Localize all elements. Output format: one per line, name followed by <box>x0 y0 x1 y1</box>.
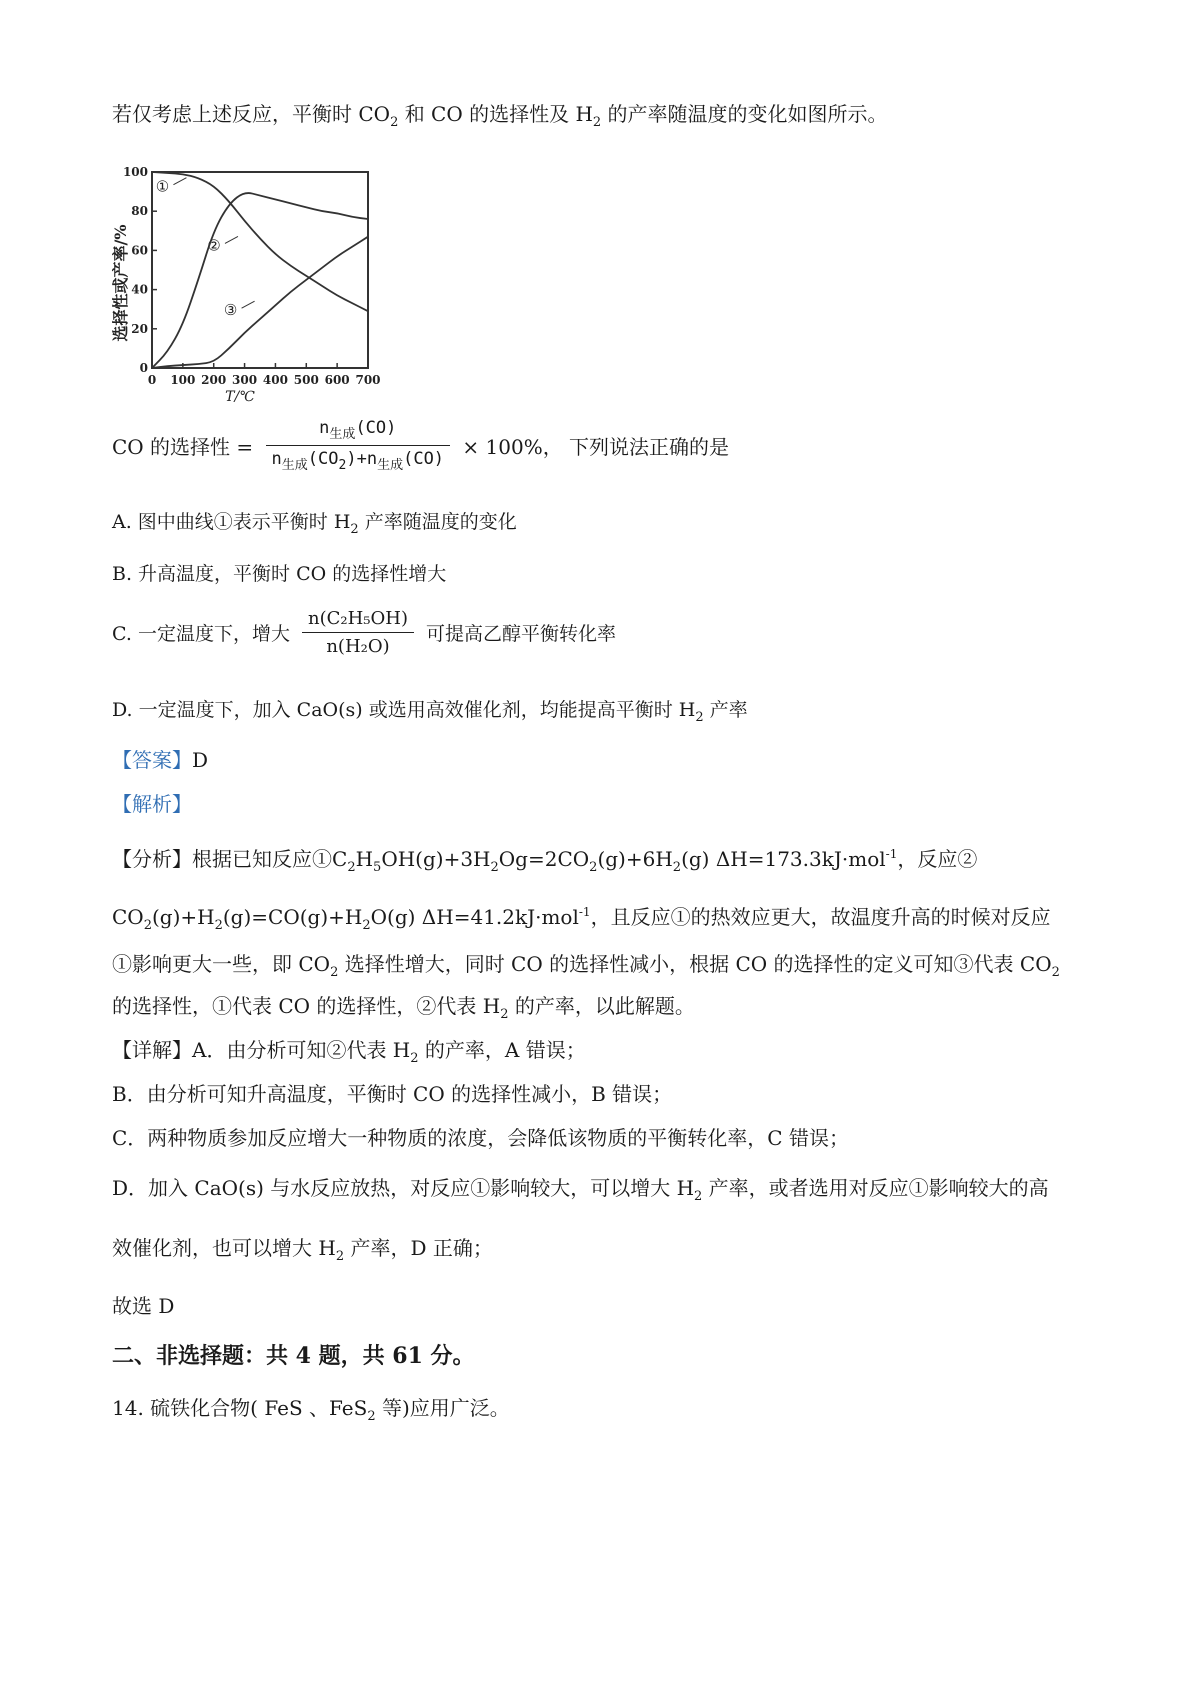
answer-line: 【答案】D <box>112 748 209 772</box>
x-tick-label: 0 <box>147 373 157 387</box>
x-tick-label: 400 <box>262 373 288 387</box>
detail-line-c: C．两种物质参加反应增大一种物质的浓度，会降低该物质的平衡转化率，C 错误； <box>112 1126 849 1150</box>
section-heading: 二、非选择题：共 4 题，共 61 分。 <box>112 1343 475 1369</box>
detail-line-e: 效催化剂，也可以增大 $H_2$ 产率，D 正确； <box>112 1236 493 1264</box>
y-tick-label: 60 <box>131 243 148 258</box>
x-axis-label: T/℃ <box>225 389 255 405</box>
x-tick-label: 500 <box>293 373 319 387</box>
co-selectivity-formula: CO 的选择性 = $\frac{n_{生成}(CO)}{n_{生成}(CO_2)+n_{生成}(CO)}$ × 100%， 下列说法正确的是 <box>112 418 730 473</box>
question-14: 14. 硫铁化合物( FeS 、FeS$_2$ 等)应用广泛。 <box>112 1396 510 1424</box>
analysis-label: 【解析】 <box>112 792 192 816</box>
x-tick-label: 600 <box>324 373 350 387</box>
x-tick-label: 700 <box>355 373 381 387</box>
x-tick-label: 300 <box>232 373 258 387</box>
y-tick-label: 100 <box>122 165 148 179</box>
analysis-line-4: 的选择性，①代表 CO 的选择性，②代表 $H_2$ 的产率，以此解题。 <box>112 994 695 1022</box>
detail-line-b: B．由分析可知升高温度，平衡时 CO 的选择性减小，B 错误； <box>112 1082 673 1106</box>
intro-text: 若仅考虑上述反应，平衡时 $CO_2$ 和 CO 的选择性及 $H_2$ 的产率随温度的变化如图所示。 <box>112 102 888 130</box>
series-label-leader <box>173 178 186 185</box>
series-label-leader <box>225 236 238 243</box>
series-curve-2 <box>152 193 368 368</box>
series-label-1: ① <box>155 177 170 196</box>
y-tick-label: 40 <box>131 282 148 297</box>
option-d: D. 一定温度下，加入 CaO(s) 或选用高效催化剂，均能提高平衡时 $H_2$ 产率 <box>112 699 748 725</box>
option-c: C. 一定温度下，增大 $\frac{\text{n(C₂H₅OH)}}{\text{n(H₂O)}}$ 可提高乙醇平衡转化率 <box>112 608 617 657</box>
detail-line-a: 【详解】A．由分析可知②代表 $H_2$ 的产率，A 错误； <box>112 1038 586 1066</box>
y-tick-label: 80 <box>131 204 148 219</box>
y-axis-label: 选择性或产率/% <box>111 224 130 342</box>
x-tick-label: 100 <box>170 373 196 387</box>
conclusion: 故选 D <box>112 1294 175 1318</box>
selectivity-yield-chart <box>108 165 408 405</box>
analysis-line-1: 【分析】根据已知反应$①C_2H_5OH(g)+3H_2Og=2CO_2(g)+6H_2(g)$ ΔH=173.3kJ·mol$^{-1}$，反应② <box>112 847 978 875</box>
series-label-3: ③ <box>223 301 238 320</box>
plot-frame <box>152 172 368 368</box>
x-tick-label: 200 <box>201 373 227 387</box>
ethanol-water-ratio: $\frac{\text{n(C₂H₅OH)}}{\text{n(H₂O)}}$ <box>302 608 414 657</box>
series-label-leader <box>242 301 255 308</box>
series-curve-1 <box>152 172 368 311</box>
selectivity-fraction: $\frac{n_{生成}(CO)}{n_{生成}(CO_2)+n_{生成}(CO)}$ <box>266 418 451 473</box>
analysis-line-2: $CO_2(g)+H_2(g)=CO(g)+H_2O(g)$ ΔH=41.2kJ·mol$^{-1}$，且反应①的热效应更大，故温度升高的时候对反应 <box>112 905 1051 933</box>
detail-line-d: D．加入 CaO(s) 与水反应放热，对反应①影响较大，可以增大 $H_2$ 产率，或者选用对反应①影响较大的高 <box>112 1176 1049 1204</box>
y-tick-label: 0 <box>139 361 148 375</box>
option-b: B. 升高温度，平衡时 CO 的选择性增大 <box>112 563 447 585</box>
y-tick-label: 20 <box>131 321 148 336</box>
option-a: A. 图中曲线①表示平衡时 $H_2$ 产率随温度的变化 <box>112 511 517 537</box>
series-curve-3 <box>152 237 368 368</box>
series-label-2: ② <box>207 236 221 255</box>
analysis-line-3: ①影响更大一些，即 $CO_2$ 选择性增大，同时 CO 的选择性减小，根据 CO 的选择性的定义可知③代表 $CO_2$ <box>112 952 1060 980</box>
